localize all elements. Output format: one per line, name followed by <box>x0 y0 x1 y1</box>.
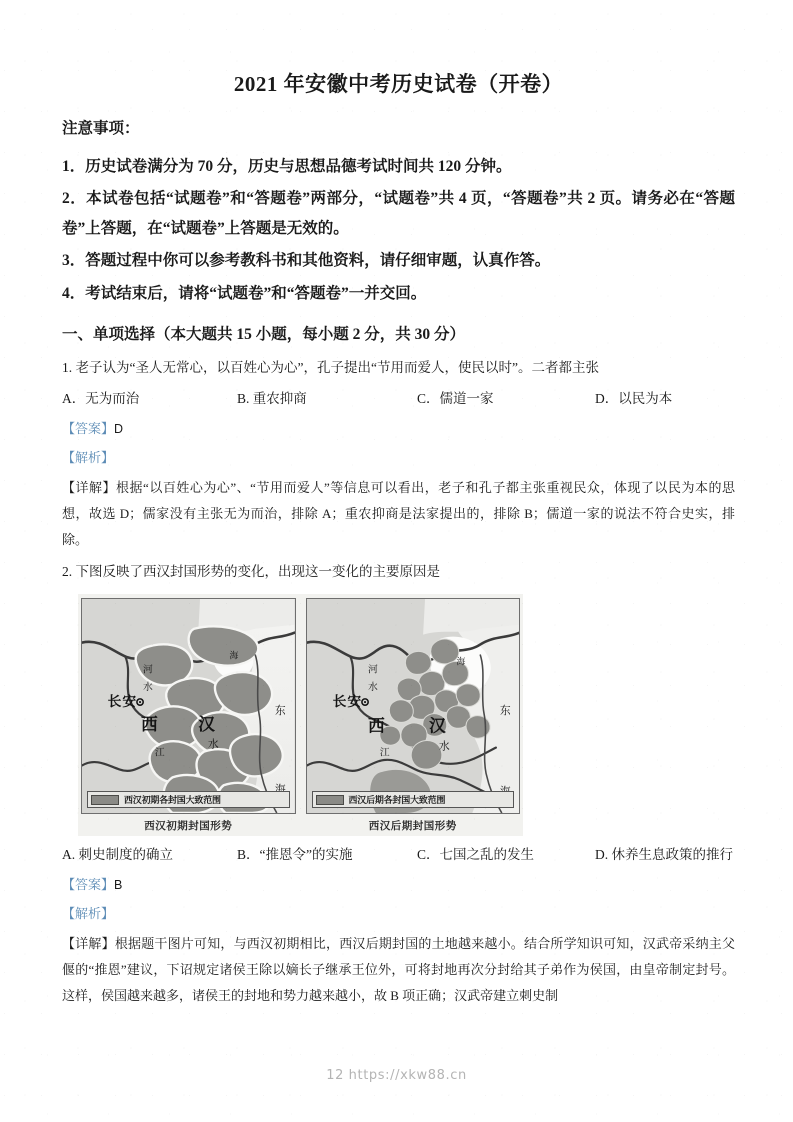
notice-item-4: 4．考试结束后，请将“试题卷”和“答题卷”一并交回。 <box>62 284 427 302</box>
question-1-options <box>62 386 735 412</box>
question-2-options <box>62 842 735 868</box>
notice-item-3: 3．答题过程中你可以参考教科书和其他资料，请仔细审题，认真作答。 <box>62 252 551 270</box>
notice-item-1: 1．历史试卷满分为 70 分，历史与思想品德考试时间共 120 分钟。 <box>62 157 512 175</box>
map-early-caption: 西汉初期封国形势 <box>144 821 233 833</box>
map-late-legend <box>312 791 515 808</box>
question-2 <box>62 559 735 1009</box>
question-2-detail-text: 根据题干图片可知，与西汉初期相比，西汉后期封国的土地越来越小。结合所学知识可知，汉武帝采纳主父偃的“推恩”建议，下诏规定诸侯王除以嫡长子继承王位外，可将封地再次分封给其子弟作为侯国，由皇帝制定封号。这样，侯国越来越多，诸侯王的封地和势力越来越小，故 B 项正确；汉武帝建立刺史制 <box>62 935 735 1003</box>
analysis-tag: 【解析】 <box>62 450 115 466</box>
question-2-stem: 2. 下图反映了西汉封国形势的变化，出现这一变化的主要原因是 <box>62 563 440 579</box>
maps-row <box>78 594 523 836</box>
question-1-option-d[interactable]: D．以民为本 <box>595 391 673 407</box>
svg-text:东: 东 <box>499 705 511 718</box>
svg-text:长安: 长安 <box>332 694 362 710</box>
svg-text:水: 水 <box>142 682 153 694</box>
svg-text:东: 东 <box>274 705 286 718</box>
section-heading-multiple-choice: 一、单项选择（本大题共 15 小题，每小题 2 分，共 30 分） <box>62 325 466 343</box>
question-1-stem: 1. 老子认为“圣人无常心，以百姓心为心”，孔子提出“节用而爱人，使民以时”。二者都主张 <box>62 359 599 375</box>
svg-text:海: 海 <box>456 656 465 667</box>
svg-text:西: 西 <box>367 716 385 737</box>
svg-text:海: 海 <box>229 650 239 661</box>
detail-tag: 【详解】 <box>62 935 115 951</box>
question-1-option-b[interactable]: B. 重农抑商 <box>237 391 307 407</box>
question-2-answer-value: B <box>114 877 123 892</box>
svg-text:江: 江 <box>379 747 390 759</box>
map-late-legend-label: 西汉后期各封国大致范围 <box>348 795 446 806</box>
question-1 <box>62 355 735 553</box>
question-2-option-b[interactable]: B．“推恩令”的实施 <box>237 847 353 863</box>
svg-text:长安: 长安 <box>107 694 138 710</box>
question-1-answer-value: D <box>114 421 124 436</box>
question-1-detail <box>62 475 735 553</box>
map-early-legend-label: 西汉初期各封国大致范围 <box>124 795 221 806</box>
page-watermark: 12 https://xkw88.cn <box>326 1068 467 1083</box>
map-late-frame <box>306 598 521 814</box>
detail-tag: 【详解】 <box>62 479 117 495</box>
answer-tag: 【答案】 <box>62 876 115 892</box>
svg-text:水: 水 <box>367 682 378 694</box>
answer-tag: 【答案】 <box>62 420 115 436</box>
question-2-option-c[interactable]: C．七国之乱的发生 <box>417 847 535 863</box>
svg-text:江: 江 <box>154 747 165 759</box>
question-1-option-c[interactable]: C．儒道一家 <box>417 391 494 407</box>
notice-item-2: 2．本试卷包括“试题卷”和“答题卷”两部分，“试题卷”共 4 页，“答题卷”共 2 页。请务必在“答题卷”上答题，在“试题卷”上答题是无效的。 <box>62 189 735 238</box>
svg-text:河: 河 <box>367 664 378 676</box>
question-1-detail-text: 根据“以百姓心为心”、“节用而爱人”等信息可以看出，老子和孔子都主张重视民众，体现了以民为本的思想，故选 D；儒家没有主张无为而治，排除 A；重农抑商是法家提出的，排除 B；儒道一家的说法不符合史实，排除。 <box>62 479 735 547</box>
question-2-answer-line <box>62 872 735 897</box>
question-2-option-a[interactable]: A. 刺史制度的确立 <box>62 847 173 863</box>
analysis-tag: 【解析】 <box>62 906 115 922</box>
map-late-caption: 西汉后期封国形势 <box>368 821 457 833</box>
map-early-svg <box>82 599 295 813</box>
svg-text:西: 西 <box>141 714 158 735</box>
svg-text:水: 水 <box>207 738 219 751</box>
question-1-answer-line <box>62 416 735 441</box>
svg-text:河: 河 <box>142 664 153 676</box>
svg-text:汉: 汉 <box>198 714 215 735</box>
svg-text:汉: 汉 <box>428 716 446 737</box>
notice-block <box>62 117 735 308</box>
map-early-legend <box>87 791 290 808</box>
legend-swatch-icon <box>316 795 344 805</box>
question-1-option-a[interactable]: A．无为而治 <box>62 391 140 407</box>
map-early-western-han <box>81 598 296 833</box>
question-2-analysis-line <box>62 901 735 926</box>
question-2-option-d[interactable]: D. 休养生息政策的推行 <box>595 847 733 863</box>
question-1-analysis-line <box>62 445 735 470</box>
question-2-detail <box>62 931 735 1009</box>
notice-heading: 注意事项： <box>62 120 140 138</box>
page-title: 2021 年安徽中考历史试卷（开卷） <box>233 72 564 96</box>
svg-text:水: 水 <box>438 740 450 753</box>
map-late-western-han <box>306 598 521 833</box>
question-2-figure <box>78 594 523 836</box>
map-early-frame <box>81 598 296 814</box>
legend-swatch-icon <box>91 795 119 805</box>
map-late-svg <box>307 599 520 813</box>
